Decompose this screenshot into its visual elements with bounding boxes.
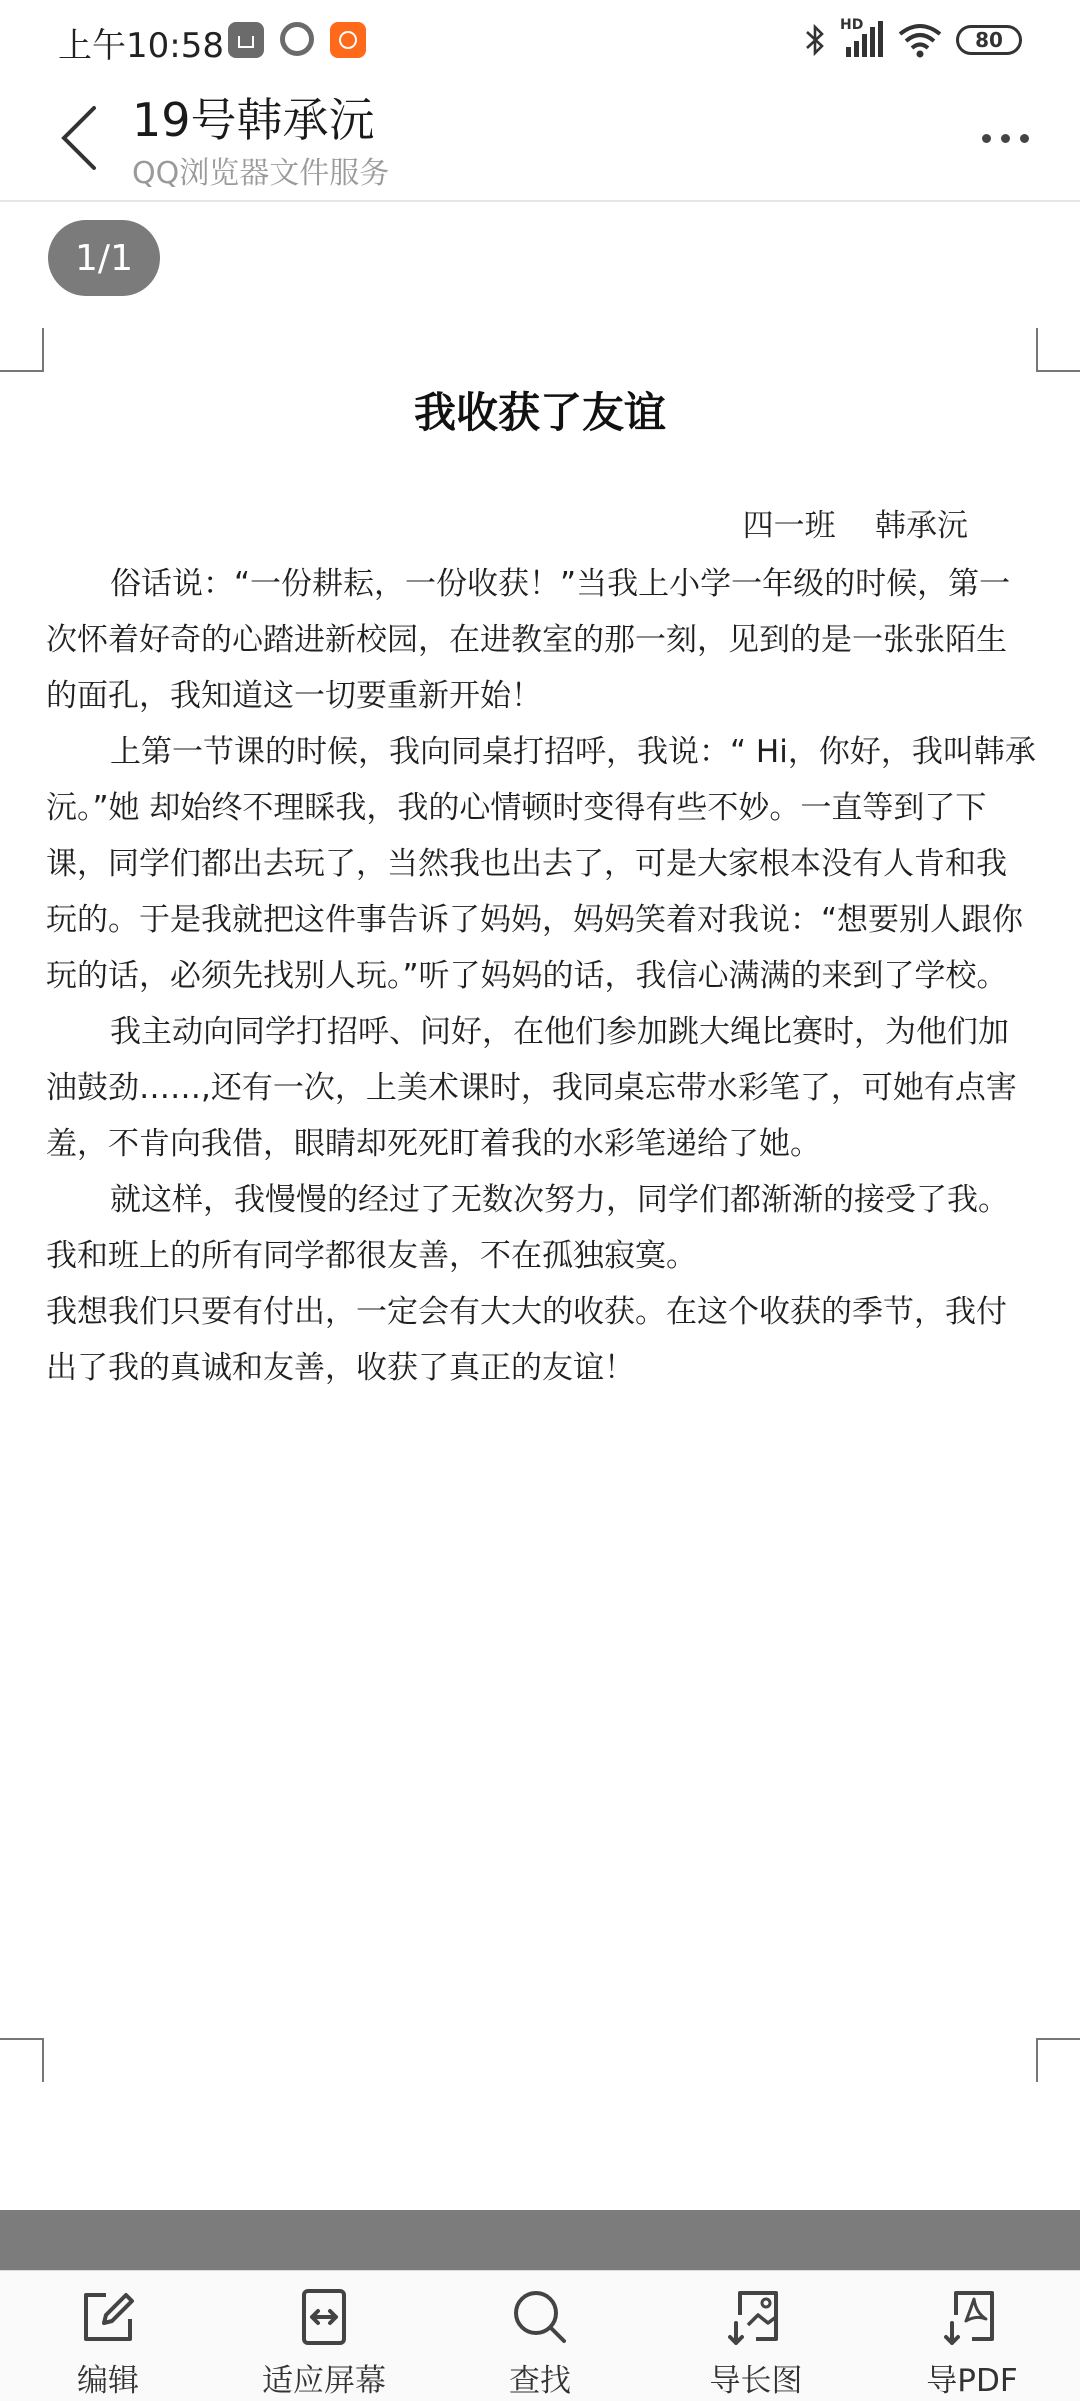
page-corner-top-left xyxy=(0,328,44,372)
find-button[interactable] xyxy=(432,2271,648,2401)
viewer-divider xyxy=(0,2210,1080,2270)
chevron-left-icon xyxy=(52,98,112,178)
page-corner-bottom-right xyxy=(1036,2038,1080,2082)
page-indicator: 1/1 xyxy=(48,220,160,296)
edit-label: 编辑 xyxy=(77,2363,139,2399)
more-dots-icon xyxy=(982,134,991,143)
app-header xyxy=(0,80,1080,202)
export-long-image-button[interactable] xyxy=(648,2271,864,2401)
mi-icon xyxy=(228,22,264,58)
app-notification-icon xyxy=(330,22,366,58)
fit-screen-icon xyxy=(292,2285,356,2349)
status-icons xyxy=(804,18,1022,62)
document-paragraph: 上第一节课的时候，我向同桌打招呼，我说：“ Hi，你好，我叫韩承沅。”她 却始终不理睬我，我的心情顿时变得有些不妙。一直等到了下课，同学们都出去玩了，当然我也出去了，可是大家根本没有人肯和我玩的。于是我就把这件事告诉了妈妈，妈妈笑着对我说：“想要别人跟你玩的话，必须先找别人玩。”听了妈妈的话，我信心满满的来到了学校。 xyxy=(46,734,1036,994)
status-bar xyxy=(0,0,1080,80)
export-pdf-button[interactable] xyxy=(864,2271,1080,2401)
export-long-image-label: 导长图 xyxy=(709,2363,803,2399)
pdf-icon xyxy=(940,2285,1004,2349)
signal-icon xyxy=(840,17,884,59)
hd-label: HD xyxy=(840,17,864,33)
document-author: 四一班 韩承沅 xyxy=(742,508,968,544)
page-corner-bottom-left xyxy=(0,2038,44,2082)
edit-icon xyxy=(76,2285,140,2349)
search-icon xyxy=(508,2285,572,2349)
page-corner-top-right xyxy=(1036,328,1080,372)
document-title: 我收获了友谊 xyxy=(413,388,666,437)
back-button[interactable] xyxy=(52,98,112,178)
export-pdf-label: 导PDF xyxy=(926,2363,1018,2399)
fit-screen-label: 适应屏幕 xyxy=(262,2363,386,2399)
fit-screen-button[interactable] xyxy=(216,2271,432,2401)
battery-level: 80 xyxy=(975,28,1003,52)
document-body xyxy=(46,556,1036,1396)
status-time: 上午10:58 xyxy=(58,26,224,66)
wifi-icon xyxy=(898,22,942,58)
page-subtitle: QQ浏览器文件服务 xyxy=(132,156,390,191)
page-title: 19号韩承沅 xyxy=(132,93,375,147)
qq-browser-icon xyxy=(280,22,314,56)
document-paragraph: 我主动向同学打招呼、问好，在他们参加跳大绳比赛时，为他们加油鼓劲……,还有一次，上美术课时，我同桌忘带水彩笔了，可她有点害羞，不肯向我借，眼睛却死死盯着我的水彩笔递给了她。 xyxy=(46,1014,1017,1162)
bottom-toolbar xyxy=(0,2270,1080,2401)
document-paragraph: 就这样，我慢慢的经过了无数次努力，同学们都渐渐的接受了我。我和班上的所有同学都很友善，不在孤独寂寞。 xyxy=(46,1182,1009,1274)
more-button[interactable] xyxy=(970,108,1040,168)
bluetooth-icon xyxy=(804,23,826,57)
export-image-icon xyxy=(724,2285,788,2349)
battery-icon xyxy=(956,25,1022,55)
find-label: 查找 xyxy=(509,2363,571,2399)
edit-button[interactable] xyxy=(0,2271,216,2401)
document-paragraph: 俗话说：“一份耕耘，一份收获！”当我上小学一年级的时候，第一次怀着好奇的心踏进新校园，在进教室的那一刻，见到的是一张张陌生的面孔，我知道这一切要重新开始！ xyxy=(46,566,1011,714)
document-paragraph: 我想我们只要有付出，一定会有大大的收获。在这个收获的季节，我付出了我的真诚和友善，收获了真正的友谊！ xyxy=(46,1294,1007,1386)
